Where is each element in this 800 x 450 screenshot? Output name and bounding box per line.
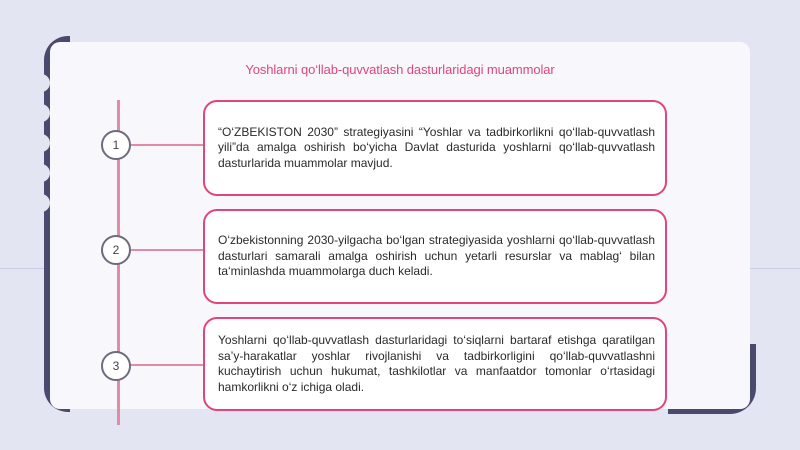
step-box-3 <box>203 317 667 411</box>
notebook-hole <box>32 194 50 212</box>
step-text-1: “O‘ZBEKISTON 2030” strategiyasini “Yoshlar va tadbirkorlikni qo‘llab-quvvatlash yili”da amalga oshirish bo‘yicha Davlat dasturida yoshlarni qo‘llab-quvvatlash dasturlarida muammolar mavjud. <box>218 124 655 170</box>
step-box-2 <box>203 209 667 304</box>
step-text-2: O‘zbekistonning 2030-yilgacha bo‘lgan strategiyasida yoshlarni qo‘llab-quvvatlash dasturlari samarali amalga oshirish uchun yetarli resurslar va mablag‘ bilan ta‘minlashda muammolarga duch keladi. <box>218 233 655 279</box>
step-text-3: Yoshlarni qo‘llab-quvvatlash dasturlaridagi to‘siqlarni bartaraf etishga qaratilgan sa’y-harakatlar yoshlar rivojlanishi va tadbirkorligini qo‘llab-quvvatlashni kuchaytirish uchun hukumat, tashkilotlar va manfaatdor tomonlar o‘rtasidagi hamkorlikni o‘z ichiga oladi. <box>218 333 655 394</box>
step-number-1: 1 <box>101 130 131 160</box>
slide-title: Yoshlarni qo‘llab-quvvatlash dasturlaridagi muammolar <box>245 62 555 77</box>
notebook-hole <box>32 164 50 182</box>
step-number-3: 3 <box>101 351 131 381</box>
step-box-1 <box>203 100 667 196</box>
notebook-hole <box>32 134 50 152</box>
notebook-hole <box>32 104 50 122</box>
step-number-2: 2 <box>101 235 131 265</box>
